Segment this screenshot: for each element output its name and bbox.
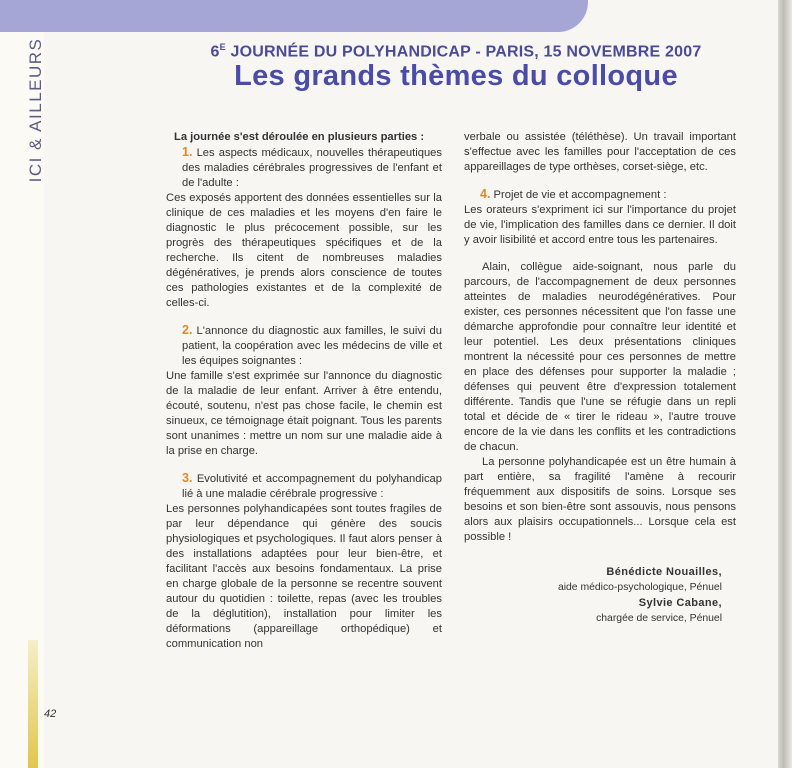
continuation-paragraph: verbale ou assistée (téléthèse). Un travail important s'effectue avec les familles pour l'acceptation de ces appareillages de type orthèses, corset-siège, etc. bbox=[464, 131, 736, 173]
section-1-heading-text: Les aspects médicaux, nouvelles thérapeutiques des maladies cérébrales progressives de l'enfant et de l'adulte : bbox=[182, 147, 442, 189]
section-1-number: 1. bbox=[182, 145, 193, 159]
top-color-band bbox=[0, 0, 588, 32]
section-4-body: Les orateurs s'expriment ici sur l'importance du projet de vie, l'implication des familles dans ce dernier. Il doit y avoir lisibilité et accord entre tous les partenaires. bbox=[464, 204, 736, 246]
section-4-heading bbox=[464, 187, 736, 203]
section-2-body: Une famille s'est exprimée sur l'annonce du diagnostic de la maladie de leur enfant. Arriver à être entendu, écouté, soutenu, n'est pas chose facile, le chemin est sinueux, ce témoignage était poignant. Tous les parents sont unanimes : mettre un nom sur une maladie aide à la prise en charge. bbox=[166, 370, 442, 457]
section-4-heading-text: Projet de vie et accompagnement : bbox=[490, 189, 667, 201]
kicker-prefix: 6 bbox=[210, 43, 220, 61]
section-4-number: 4. bbox=[480, 187, 491, 201]
section-1-heading bbox=[166, 145, 442, 191]
signature-name-2: Sylvie Cabane, bbox=[638, 597, 722, 609]
article-title: Les grands thèmes du colloque bbox=[234, 60, 678, 92]
section-3-heading-text: Evolutivité et accompagnement du polyhandicap lié à une maladie cérébrale progressive : bbox=[182, 473, 442, 500]
section-2-heading-text: L'annonce du diagnostic aux familles, le suivi du patient, la coopération avec les médecins de ville et les équipes soignantes : bbox=[182, 325, 442, 367]
section-3-number: 3. bbox=[182, 471, 193, 485]
binding-edge bbox=[778, 0, 792, 768]
signature-role-2: chargée de service, Pénuel bbox=[596, 613, 722, 624]
page-number: 42 bbox=[44, 708, 57, 720]
right-column bbox=[464, 130, 736, 545]
event-kicker bbox=[196, 42, 716, 61]
section-3-body: Les personnes polyhandicapées sont toutes fragiles de par leur dépendance qui génère des soucis physiologiques et psychologiques. Il faut alors penser à des installations adaptées pour leur bien-être, et facilitant l'accès aux besoins fondamentaux. La prise en charge globale de la personne se recentre souvent autour du quotidien : toilette, repas (avec les troubles de la déglutition), installation pour limiter les déformations (appareillage orthopédique) et communication non bbox=[166, 503, 442, 650]
signature-role-1: aide médico-psychologique, Pénuel bbox=[557, 582, 722, 593]
section-2-number: 2. bbox=[182, 323, 193, 337]
signature-name-1: Bénédicte Nouailles, bbox=[606, 566, 722, 578]
kicker-text: JOURNÉE DU POLYHANDICAP - PARIS, 15 NOVEMBRE 2007 bbox=[225, 43, 702, 61]
left-column bbox=[166, 130, 442, 652]
section-1-body: Ces exposés apportent des données essentielles sur la clinique de ces maladies et les moyens d'en faire le diagnostic le plus précocement possible, sur les progrès des thérapeutiques spécifiques et de la recherche. Ils citent de nombreuses maladies dégénératives, je prends alors conscience de toutes ces pathologies existantes et de la complexité de celles-ci. bbox=[166, 192, 442, 309]
section-2-heading bbox=[166, 323, 442, 369]
intro-line: La journée s'est déroulée en plusieurs parties : bbox=[174, 131, 425, 143]
section-rubric: ICI & AILLEURS bbox=[26, 37, 45, 183]
kicker-superscript: E bbox=[219, 42, 226, 52]
closing-paragraph: La personne polyhandicapée est un être humain à part entière, sa fragilité l'amène à recourir fréquemment aux dispositifs de soins. Lorsque ses besoins et son bien-être sont assouvis, nous pensons alors aux plaisirs occupationnels... Lorsque cela est possible ! bbox=[464, 456, 736, 543]
section-3-heading bbox=[166, 471, 442, 502]
side-accent-strip bbox=[28, 640, 38, 768]
alain-paragraph: Alain, collègue aide-soignant, nous parle du parcours, de l'accompagnement de deux personnes atteintes de maladies neurodégénératives. Pour exister, ces personnes nécessitent que l'on fasse une démarche approfondie pour connaître leur identité et leur potentiel. Les deux présentations cliniques montrent la nécessité pour ces personnes de mettre en place des défenses pour supporter la maladie ; défenses qui peuvent être d'expression totalement différente. Tandis que l'une se réfugie dans un repli total et décide de « tirer le rideau », l'autre trouve encore de la vie dans les conflits et les contradictions de chacun. bbox=[464, 261, 736, 453]
